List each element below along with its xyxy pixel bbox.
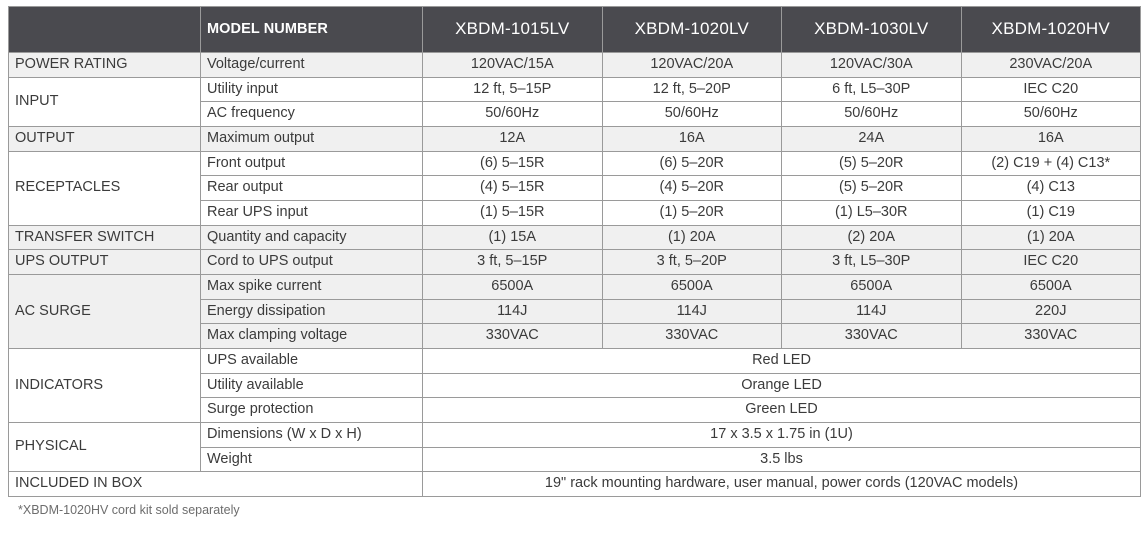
row-value: (5) 5–20R xyxy=(782,151,962,176)
row-value: 3 ft, L5–30P xyxy=(782,250,962,275)
row-value: 220J xyxy=(961,299,1141,324)
row-attribute: Maximum output xyxy=(201,127,423,152)
table-row xyxy=(9,423,1141,448)
row-attribute: Voltage/current xyxy=(201,53,423,78)
row-attribute: Rear output xyxy=(201,176,423,201)
row-value-spanned: 19" rack mounting hardware, user manual, power cords (120VAC models) xyxy=(423,472,1141,497)
row-value: 330VAC xyxy=(423,324,603,349)
row-value: 120VAC/15A xyxy=(423,53,603,78)
row-value: (1) L5–30R xyxy=(782,201,962,226)
row-category: INDICATORS xyxy=(9,349,201,423)
row-value: 330VAC xyxy=(961,324,1141,349)
row-value: 12A xyxy=(423,127,603,152)
row-category: INPUT xyxy=(9,77,201,126)
row-value: (6) 5–15R xyxy=(423,151,603,176)
table-body xyxy=(9,53,1141,497)
table-row xyxy=(9,77,1141,102)
row-value: (2) C19 + (4) C13* xyxy=(961,151,1141,176)
row-value-spanned: Orange LED xyxy=(423,373,1141,398)
row-value: 330VAC xyxy=(602,324,782,349)
row-attribute: Utility available xyxy=(201,373,423,398)
row-value: 114J xyxy=(423,299,603,324)
row-value: 6500A xyxy=(961,275,1141,300)
row-value: 6500A xyxy=(423,275,603,300)
header-model-2: XBDM-1020LV xyxy=(602,7,782,53)
row-category: TRANSFER SWITCH xyxy=(9,225,201,250)
row-attribute: Front output xyxy=(201,151,423,176)
row-value: (6) 5–20R xyxy=(602,151,782,176)
row-category: INCLUDED IN BOX xyxy=(9,472,423,497)
row-value: 3 ft, 5–20P xyxy=(602,250,782,275)
row-category: RECEPTACLES xyxy=(9,151,201,225)
row-value-spanned: 17 x 3.5 x 1.75 in (1U) xyxy=(423,423,1141,448)
row-value: 114J xyxy=(602,299,782,324)
row-value: 330VAC xyxy=(782,324,962,349)
row-value: 12 ft, 5–20P xyxy=(602,77,782,102)
table-row xyxy=(9,127,1141,152)
row-value: 6500A xyxy=(782,275,962,300)
row-attribute: Dimensions (W x D x H) xyxy=(201,423,423,448)
row-value: 50/60Hz xyxy=(961,102,1141,127)
row-value-spanned: 3.5 lbs xyxy=(423,447,1141,472)
row-value: (1) C19 xyxy=(961,201,1141,226)
row-value: 16A xyxy=(602,127,782,152)
row-attribute: Max spike current xyxy=(201,275,423,300)
row-category: OUTPUT xyxy=(9,127,201,152)
row-value: (1) 20A xyxy=(602,225,782,250)
table-row xyxy=(9,151,1141,176)
table-row xyxy=(9,349,1141,374)
row-value: 230VAC/20A xyxy=(961,53,1141,78)
footnote: *XBDM-1020HV cord kit sold separately xyxy=(18,503,240,518)
table-row xyxy=(9,275,1141,300)
row-attribute: UPS available xyxy=(201,349,423,374)
row-value: 50/60Hz xyxy=(782,102,962,127)
row-attribute: Energy dissipation xyxy=(201,299,423,324)
table-row xyxy=(9,53,1141,78)
row-attribute: Surge protection xyxy=(201,398,423,423)
row-value: (4) 5–20R xyxy=(602,176,782,201)
row-value: 6500A xyxy=(602,275,782,300)
row-attribute: AC frequency xyxy=(201,102,423,127)
row-value-spanned: Green LED xyxy=(423,398,1141,423)
row-attribute: Cord to UPS output xyxy=(201,250,423,275)
row-value: (5) 5–20R xyxy=(782,176,962,201)
header-model-number: MODEL NUMBER xyxy=(201,7,423,53)
row-value: 50/60Hz xyxy=(602,102,782,127)
specifications-table xyxy=(8,6,1141,497)
table-row xyxy=(9,225,1141,250)
row-attribute: Rear UPS input xyxy=(201,201,423,226)
row-value: 16A xyxy=(961,127,1141,152)
row-category: UPS OUTPUT xyxy=(9,250,201,275)
row-category: POWER RATING xyxy=(9,53,201,78)
row-attribute: Weight xyxy=(201,447,423,472)
row-value: 6 ft, L5–30P xyxy=(782,77,962,102)
row-value: 120VAC/30A xyxy=(782,53,962,78)
row-value: IEC C20 xyxy=(961,77,1141,102)
header-category-blank xyxy=(9,7,201,53)
header-model-1: XBDM-1015LV xyxy=(423,7,603,53)
header-row xyxy=(9,7,1141,53)
row-attribute: Quantity and capacity xyxy=(201,225,423,250)
row-value: (4) C13 xyxy=(961,176,1141,201)
row-value: (2) 20A xyxy=(782,225,962,250)
row-attribute: Max clamping voltage xyxy=(201,324,423,349)
row-value: (1) 20A xyxy=(961,225,1141,250)
row-value: 24A xyxy=(782,127,962,152)
row-category: AC SURGE xyxy=(9,275,201,349)
row-value: (1) 15A xyxy=(423,225,603,250)
table-header xyxy=(9,7,1141,53)
row-value: 3 ft, 5–15P xyxy=(423,250,603,275)
header-model-3: XBDM-1030LV xyxy=(782,7,962,53)
row-value: (1) 5–15R xyxy=(423,201,603,226)
row-category: PHYSICAL xyxy=(9,423,201,472)
row-value: 114J xyxy=(782,299,962,324)
row-value: (1) 5–20R xyxy=(602,201,782,226)
row-attribute: Utility input xyxy=(201,77,423,102)
row-value: 120VAC/20A xyxy=(602,53,782,78)
row-value: IEC C20 xyxy=(961,250,1141,275)
header-model-4: XBDM-1020HV xyxy=(961,7,1141,53)
row-value-spanned: Red LED xyxy=(423,349,1141,374)
row-value: 12 ft, 5–15P xyxy=(423,77,603,102)
row-value: (4) 5–15R xyxy=(423,176,603,201)
table-row xyxy=(9,250,1141,275)
table-row xyxy=(9,472,1141,497)
row-value: 50/60Hz xyxy=(423,102,603,127)
